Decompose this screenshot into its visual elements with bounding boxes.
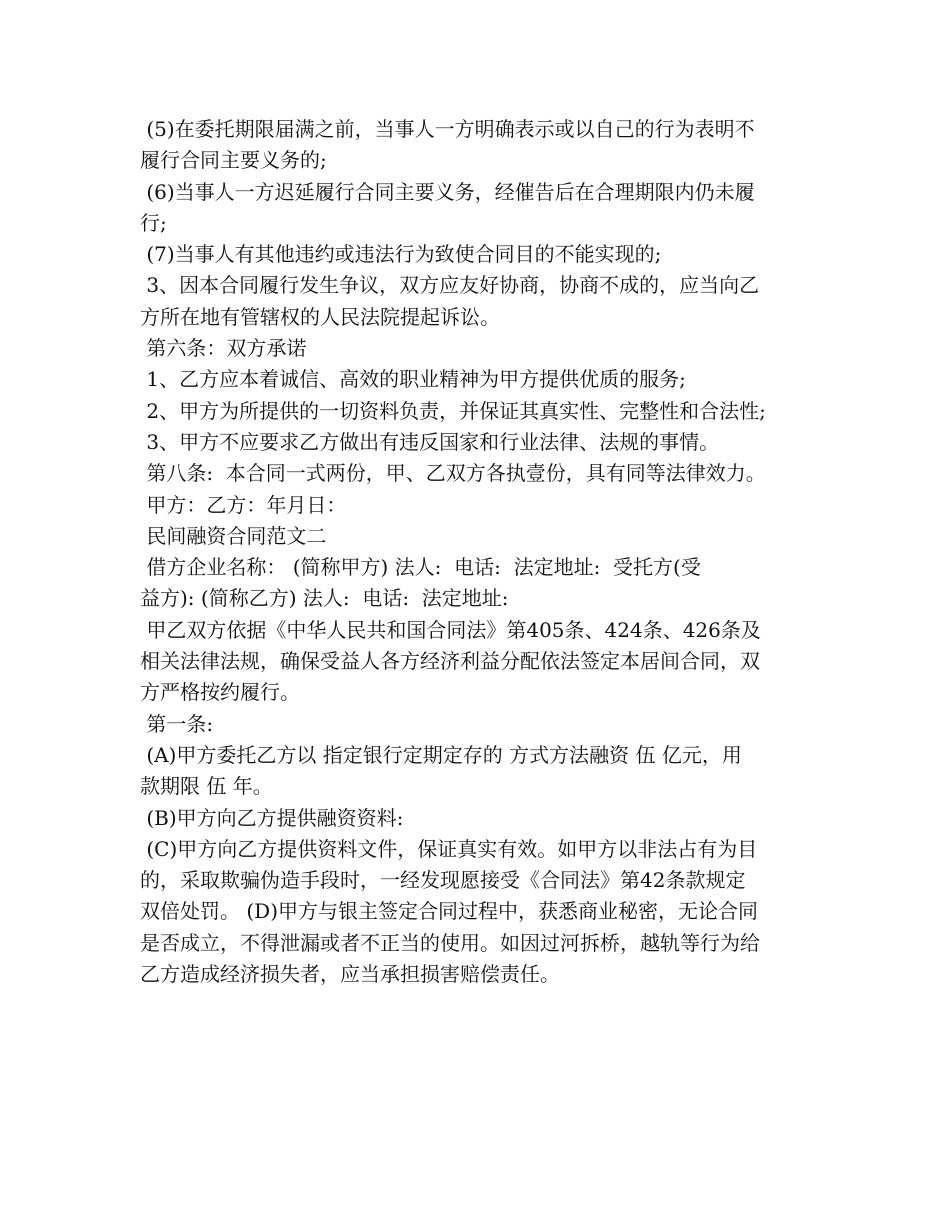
text-line: 方严格按约履行。 [140, 680, 300, 705]
text-line: 方所在地有管辖权的人民法院提起诉讼。 [140, 304, 500, 329]
text-line: 益方): (简称乙方) 法人: 电话: 法定地址: [140, 586, 509, 611]
text-line: (C)甲方向乙方提供资料文件，保证真实有效。如甲方以非法占有为目 [140, 836, 758, 861]
text-line: 双倍处罚。 (D)甲方与银主签定合同过程中，获悉商业秘密，无论合同 [140, 899, 758, 924]
text-line: 乙方造成经济损失者，应当承担损害赔偿责任。 [140, 962, 560, 987]
section-heading: 第六条：双方承诺 [140, 336, 307, 361]
document-subtitle: 民间融资合同范文二 [140, 523, 327, 548]
section-heading: 第一条: [140, 711, 214, 736]
text-line: (5)在委托期限届满之前，当事人一方明确表示或以自己的行为表明不 [140, 117, 755, 141]
text-line: 相关法律法规，确保受益人各方经济利益分配依法签定本居间合同，双 [140, 649, 760, 674]
text-line: 履行合同主要义务的; [140, 148, 327, 173]
text-line: 行; [140, 210, 167, 235]
text-line: 的，采取欺骗伪造手段时，一经发现愿接受《合同法》第42条款规定 [140, 868, 746, 893]
text-line: 2、甲方为所提供的一切资料负责，并保证其真实性、完整性和合法性; [140, 398, 766, 423]
text-line: (7)当事人有其他违约或违法行为致使合同目的不能实现的; [140, 242, 662, 267]
document-body [140, 114, 830, 990]
text-line: 款期限 伍 年。 [140, 774, 273, 799]
text-line: (A)甲方委托乙方以 指定银行定期定存的 方式方法融资 伍 亿元，用 [140, 742, 742, 767]
text-line: 3、因本合同履行发生争议，双方应友好协商，协商不成的，应当向乙 [140, 273, 760, 298]
text-line: (B)甲方向乙方提供融资资料: [140, 805, 404, 830]
section-heading: 第八条: 本合同一式两份，甲、乙双方各执壹份，具有同等法律效力。 [140, 461, 766, 486]
text-line: 1、乙方应本着诚信、高效的职业精神为甲方提供优质的服务; [140, 367, 686, 392]
text-line: 甲乙双方依据《中华人民共和国合同法》第405条、424条、426条及 [140, 617, 761, 642]
signature-line: 甲方：乙方：年月日： [140, 492, 347, 517]
text-line: 借方企业名称： (简称甲方) 法人: 电话: 法定地址: 受托方(受 [140, 555, 701, 580]
text-line: 3、甲方不应要求乙方做出有违反国家和行业法律、法规的事情。 [140, 429, 720, 454]
text-line: 是否成立，不得泄漏或者不正当的使用。如因过河拆桥，越轨等行为给 [140, 930, 760, 955]
text-line: (6)当事人一方迟延履行合同主要义务，经催告后在合理期限内仍未履 [140, 179, 755, 204]
